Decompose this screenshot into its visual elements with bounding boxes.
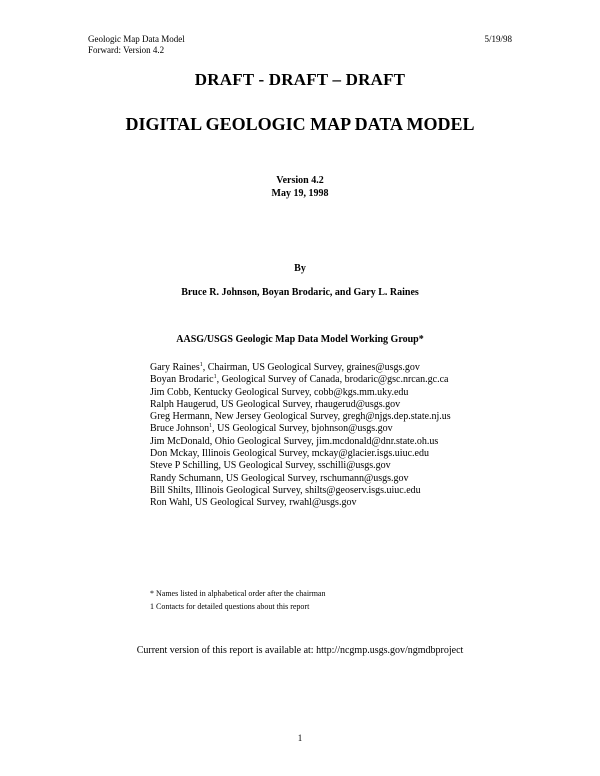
member-row bbox=[150, 473, 451, 485]
member-affiliation: , Chairman, US Geological Survey, graines@usgs.gov bbox=[202, 362, 420, 373]
member-row bbox=[150, 460, 451, 472]
member-name: Ron Wahl, US Geological Survey, rwahl@usgs.gov bbox=[150, 497, 357, 509]
member-row bbox=[150, 411, 451, 423]
running-header-left bbox=[88, 34, 185, 56]
header-section: Forward: Version 4.2 bbox=[88, 45, 165, 55]
member-name: Bill Shilts, Illinois Geological Survey, shilts@geoserv.isgs.uiuc.edu bbox=[150, 484, 421, 496]
availability-note: Current version of this report is available at: http://ncgmp.usgs.gov/ngmdbproject bbox=[136, 645, 464, 656]
member-name: Gary Raines bbox=[150, 362, 200, 373]
member-affiliation: , US Geological Survey, bjohnson@usgs.gov bbox=[212, 423, 393, 435]
version-block bbox=[0, 174, 600, 200]
member-row bbox=[150, 485, 451, 497]
member-row bbox=[150, 423, 451, 435]
version-date: May 19, 1998 bbox=[271, 188, 329, 199]
footnote-contacts: 1 Contacts for detailed questions about this report bbox=[150, 601, 310, 611]
member-name: Greg Hermann, New Jersey Geological Survey, gregh@njgs.dep.state.nj.us bbox=[150, 411, 451, 423]
page-title: DIGITAL GEOLOGIC MAP DATA MODEL bbox=[125, 114, 475, 134]
member-affiliation: , Geological Survey of Canada, brodaric@gsc.nrcan.gc.ca bbox=[216, 374, 449, 386]
header-date: 5/19/98 bbox=[484, 34, 512, 44]
header-doc-title: Geologic Map Data Model bbox=[88, 34, 185, 44]
contact-superscript: 1 bbox=[199, 362, 203, 368]
footnotes bbox=[150, 588, 325, 613]
footnote-asterisk: * Names listed in alphabetical order after the chairman bbox=[150, 589, 326, 598]
member-name: Randy Schumann, US Geological Survey, rschumann@usgs.gov bbox=[150, 472, 409, 484]
member-row bbox=[150, 387, 451, 399]
authors: Bruce R. Johnson, Boyan Brodaric, and Gary L. Raines bbox=[181, 287, 419, 298]
member-name: Don Mckay, Illinois Geological Survey, mckay@glacier.isgs.uiuc.edu bbox=[150, 448, 429, 460]
member-row bbox=[150, 436, 451, 448]
version-label: Version 4.2 bbox=[276, 175, 324, 186]
member-row bbox=[150, 399, 451, 411]
member-name: Ralph Haugerud, US Geological Survey, rhaugerud@usgs.gov bbox=[150, 398, 401, 410]
member-row bbox=[150, 374, 451, 386]
by-label: By bbox=[294, 263, 306, 274]
member-row bbox=[150, 497, 451, 509]
page-number: 1 bbox=[297, 733, 303, 743]
member-name: Boyan Brodaric bbox=[150, 374, 214, 386]
draft-banner: DRAFT - DRAFT – DRAFT bbox=[194, 70, 406, 89]
member-row bbox=[150, 448, 451, 460]
member-name: Bruce Johnson bbox=[150, 423, 210, 435]
contact-superscript: 1 bbox=[209, 423, 213, 430]
member-name: Jim Cobb, Kentucky Geological Survey, cobb@kgs.mm.uky.edu bbox=[150, 386, 409, 398]
member-name: Steve P Schilling, US Geological Survey, sschilli@usgs.gov bbox=[150, 460, 391, 472]
contact-superscript: 1 bbox=[213, 374, 217, 381]
member-name: Jim McDonald, Ohio Geological Survey, jim.mcdonald@dnr.state.oh.us bbox=[150, 435, 439, 447]
working-group-heading: AASG/USGS Geologic Map Data Model Working Group* bbox=[176, 334, 424, 345]
member-list bbox=[150, 362, 451, 510]
member-row bbox=[150, 362, 451, 374]
